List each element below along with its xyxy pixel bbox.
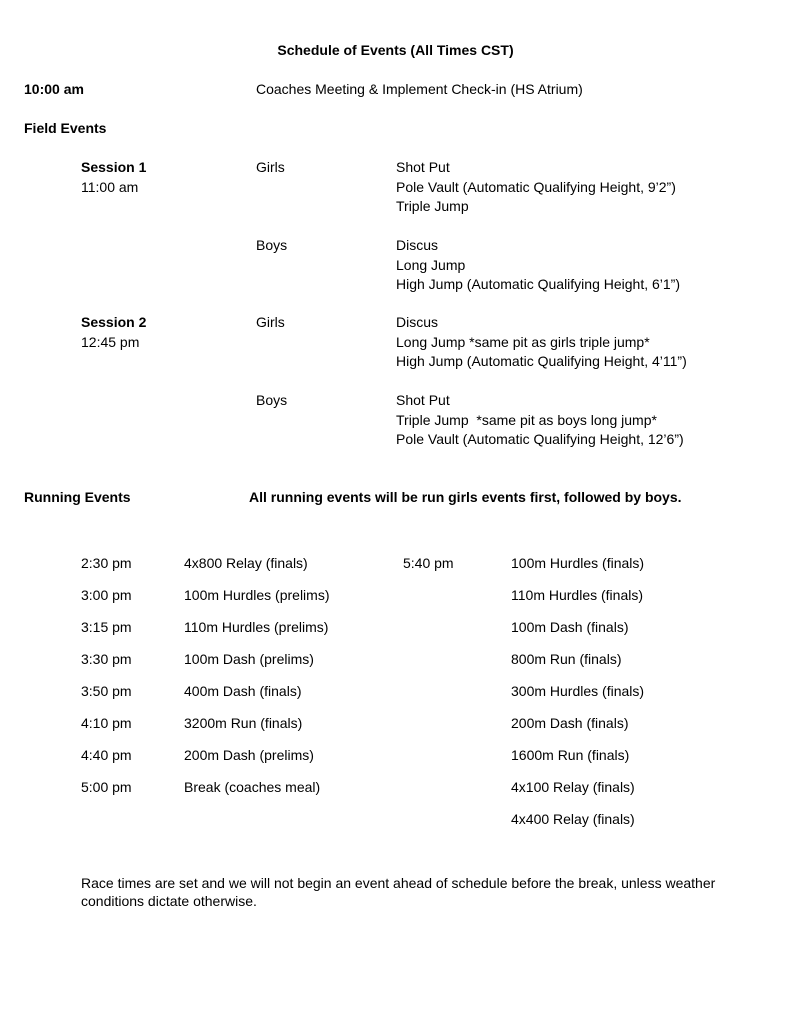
event-item: High Jump (Automatic Qualifying Height, 4’11”) (396, 353, 687, 369)
event-item: Long Jump (396, 256, 466, 273)
run-event: 4x100 Relay (finals) (511, 779, 635, 795)
run-time: 2:30 pm (81, 555, 132, 571)
run-event: 300m Hurdles (finals) (511, 683, 645, 699)
session-2-boys-events (396, 391, 684, 450)
run-time: 3:15 pm (81, 619, 132, 635)
event-item: Discus (396, 237, 439, 253)
run-time: 4:40 pm (81, 747, 132, 763)
run-event: 200m Dash (prelims) (184, 747, 314, 763)
session-1-girls-label: Girls (256, 159, 285, 175)
run-time: 3:30 pm (81, 651, 132, 667)
footer-note: Race times are set and we will not begin an event ahead of schedule before the break, unless weather conditions dictate otherwise. (81, 875, 716, 909)
event-item: High Jump (Automatic Qualifying Height, 6’1”) (396, 276, 681, 292)
run-event: 110m Hurdles (prelims) (184, 619, 329, 635)
session-2-girls-events (396, 313, 687, 372)
meeting-description: Coaches Meeting & Implement Check-in (HS Atrium) (256, 81, 583, 97)
session-2-boys-label: Boys (256, 392, 288, 408)
run-event: 110m Hurdles (finals) (511, 587, 644, 603)
event-item: Pole Vault (Automatic Qualifying Height, 9’2”) (396, 178, 676, 195)
field-events-heading: Field Events (24, 120, 107, 136)
run-time: 3:50 pm (81, 683, 132, 699)
event-item: Pole Vault (Automatic Qualifying Height, 12’6”) (396, 431, 684, 447)
run-event: 100m Dash (finals) (511, 619, 629, 635)
session-2-girls-label: Girls (256, 314, 285, 330)
running-events-heading: Running Events (24, 489, 131, 505)
run-time: 5:00 pm (81, 779, 132, 795)
event-item: Discus (396, 314, 439, 330)
run-event: 3200m Run (finals) (184, 715, 303, 731)
run-event: 800m Run (finals) (511, 651, 622, 667)
event-item: Triple Jump (396, 198, 469, 214)
run-event: 200m Dash (finals) (511, 715, 629, 731)
session-1-girls-events (396, 158, 676, 217)
run-event: 400m Dash (finals) (184, 683, 302, 699)
session-1-time: 11:00 am (81, 178, 139, 195)
run-event: 1600m Run (finals) (511, 747, 630, 763)
session-2-time: 12:45 pm (81, 333, 140, 350)
meeting-time: 10:00 am (24, 81, 84, 97)
run-event: 4x400 Relay (finals) (511, 811, 635, 827)
event-item: Shot Put (396, 159, 450, 175)
run-time-finals: 5:40 pm (403, 555, 454, 571)
running-events-note: All running events will be run girls events first, followed by boys. (249, 489, 682, 505)
run-event: 100m Hurdles (prelims) (184, 587, 330, 603)
run-time: 3:00 pm (81, 587, 132, 603)
session-2-name: Session 2 (81, 314, 147, 330)
event-item: Triple Jump *same pit as boys long jump* (396, 411, 657, 428)
run-event: 4x800 Relay (finals) (184, 555, 308, 571)
run-time: 4:10 pm (81, 715, 132, 731)
run-event: Break (coaches meal) (184, 779, 321, 795)
run-event: 100m Hurdles (finals) (511, 555, 645, 571)
page-title: Schedule of Events (All Times CST) (277, 42, 514, 58)
event-item: Long Jump *same pit as girls triple jump* (396, 333, 650, 350)
event-item: Shot Put (396, 392, 450, 408)
session-1-boys-events (396, 236, 680, 295)
session-1-name: Session 1 (81, 159, 147, 175)
session-1-boys-label: Boys (256, 237, 288, 253)
run-event: 100m Dash (prelims) (184, 651, 314, 667)
